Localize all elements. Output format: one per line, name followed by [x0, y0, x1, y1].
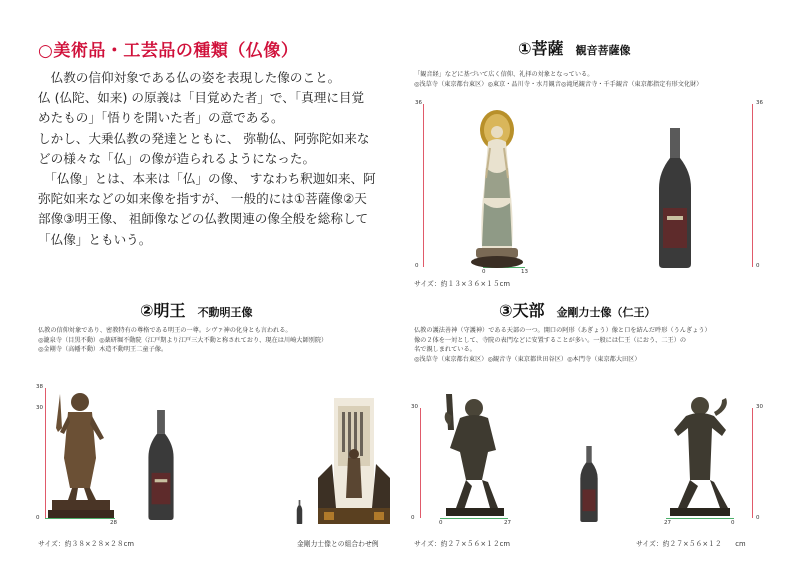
tenbu-heading	[499, 298, 656, 321]
desc-line: ◎金剛寺（高幡不動）木造不動明王二童子像。	[38, 346, 168, 354]
page-title: ○美術品・工芸品の種類（仏像）	[38, 41, 299, 61]
desc-line: 「観音経」などに基づいて広く信仰、礼拝の対象となっている。	[414, 71, 594, 78]
ruler-label: 36	[415, 100, 422, 106]
intro-line: 「仏像」ともいう。	[38, 231, 152, 247]
bosatsu-subtitle: 観音菩薩像	[575, 44, 631, 57]
height-ruler	[420, 408, 421, 518]
intro-line: 仏教の信仰対象である仏の姿を表現した像のこと。	[38, 70, 341, 85]
myoo-heading	[140, 298, 253, 321]
fudo-statue-image	[46, 388, 116, 518]
ruler-label: 13	[521, 269, 528, 275]
wine-bottle-icon	[296, 500, 303, 524]
intro-line: 弥陀如来などの如来像を指すが、 一般的には①菩薩像②天	[38, 191, 367, 207]
ruler-label: 0	[756, 263, 760, 269]
kannon-statue-image	[466, 108, 528, 270]
intro-line: 「仏像」とは、本来は「仏」の像、 すなわち釈迦如来、阿	[38, 171, 376, 187]
ruler-label: 0	[36, 515, 40, 521]
ruler-label: 0	[439, 520, 443, 526]
bosatsu-heading	[518, 36, 631, 59]
width-ruler	[45, 518, 115, 519]
bosatsu-number: ①菩薩	[518, 39, 564, 58]
bosatsu-description	[414, 70, 702, 89]
desc-line: 名で親しまれている。	[414, 346, 476, 354]
tenbu-size-right: サイズ：約２７×５６×１２ cm	[636, 540, 746, 548]
ruler-label: 0	[482, 269, 486, 275]
tenbu-size-left: サイズ：約２７×５６×１２cm	[414, 540, 510, 548]
ungyo-statue-image	[664, 390, 736, 520]
ruler-label: 0	[731, 520, 735, 526]
ruler-label: 27	[664, 520, 671, 526]
myoo-number: ②明王	[140, 301, 186, 320]
ruler-label: 28	[110, 520, 117, 526]
desc-line: 仏教の信仰対象であり、密教特有の尊格である明王の一尊。シヴァ神の化身とも言われる。	[38, 327, 292, 334]
ruler-label: 30	[411, 404, 418, 410]
wine-bottle-icon	[145, 410, 177, 520]
intro-line: 部像③明王像、 祖師像などの仏教関連の像全般を総称して	[38, 211, 369, 227]
intro-paragraph	[38, 68, 390, 250]
desc-line: ◎瀧泉寺（目黒不動）◎薬研堀不動院（江戸期より江戸三大不動と称されており、現在は川崎大師別院）	[38, 336, 328, 344]
tenbu-subtitle: 金剛力士像（仁王）	[556, 306, 656, 319]
ruler-label: 30	[756, 404, 763, 410]
intro-line: しかし、大乗仏教の発達とともに、 弥勒仏、阿弥陀如来な	[38, 130, 370, 146]
height-ruler	[752, 104, 753, 267]
tenbu-number: ③天部	[499, 301, 545, 320]
tenbu-description	[414, 326, 711, 364]
combo-caption: 金剛力士像との組合わせ例	[297, 540, 379, 548]
ruler-label: 0	[411, 515, 415, 521]
bosatsu-size: サイズ：約１３×３６×１５cm	[414, 280, 510, 288]
intro-line: どの様々な「仏」の像が造られるようになった。	[38, 150, 316, 166]
ruler-label: 0	[756, 515, 760, 521]
ruler-label: 30	[36, 405, 43, 411]
ruler-label: 38	[36, 384, 43, 390]
fudo-shrine-combo-image	[318, 398, 390, 524]
height-ruler	[752, 408, 753, 518]
intro-line: めたもの」「悟りを開いた者」の意である。	[38, 110, 284, 126]
desc-line: ◎浅草寺（東京都台東区）◎東京・品川寺・水月観音◎滝尾観音寺・千手観音（東京都指定有形文化財）	[414, 80, 703, 88]
wine-bottle-icon	[578, 446, 600, 522]
ruler-label: 36	[756, 100, 763, 106]
desc-line: ◎浅草寺（東京都台東区）◎観音寺（東京都世田谷区）◎本門寺（東京都大田区）	[414, 355, 641, 363]
agyo-statue-image	[438, 390, 510, 520]
desc-line: 仏教の護法善神（守護神）である天部の一つ。開口の阿形（あぎょう）像と口を結んだ吽形（うんぎょう）	[414, 327, 711, 334]
intro-line: 仏 (仏陀、如来) の原義は「目覚めた者」で、「真理に目覚	[38, 90, 365, 106]
ruler-label: 0	[415, 263, 419, 269]
myoo-size: サイズ：約３８×２８×２８cm	[38, 540, 134, 548]
desc-line: 像の２体を一対として、寺院の表門などに安置することが多い。一般には仁王（におう、二王）の	[414, 336, 687, 344]
ruler-label: 27	[504, 520, 511, 526]
height-ruler	[423, 104, 424, 267]
myoo-subtitle: 不動明王像	[197, 306, 253, 319]
wine-bottle-icon	[655, 128, 695, 268]
myoo-description	[38, 326, 327, 355]
